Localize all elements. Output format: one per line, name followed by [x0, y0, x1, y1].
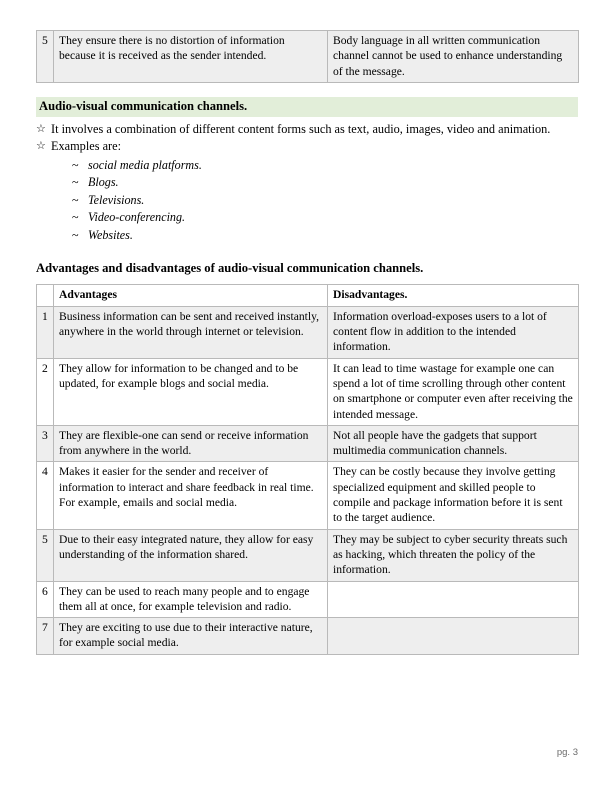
table-heading: Advantages and disadvantages of audio-visual communication channels. — [36, 261, 424, 276]
table-row — [37, 529, 579, 581]
tilde-bullet-icon: ~ — [72, 227, 79, 242]
continued-table — [36, 30, 579, 83]
row-disadvantage: They can be costly because they involve getting specialized equipment and skilled people to compile and package information before it is sent to the target audience. — [328, 462, 579, 529]
column-header-number — [37, 285, 54, 306]
table-row — [37, 581, 579, 618]
row-number: 3 — [37, 425, 54, 462]
list-item — [36, 121, 578, 137]
row-disadvantage: Body language in all written communication channel cannot be used to enhance understanding of the message. — [328, 31, 579, 83]
row-number: 6 — [37, 581, 54, 618]
table-row — [37, 358, 579, 425]
row-number: 1 — [37, 306, 54, 358]
tilde-bullet-icon: ~ — [72, 175, 79, 190]
tilde-bullet-icon: ~ — [72, 192, 79, 207]
row-disadvantage — [328, 618, 579, 655]
row-disadvantage — [328, 581, 579, 618]
table-header-row — [37, 285, 579, 306]
row-advantage: They allow for information to be changed and to be updated, for example blogs and social media. — [54, 358, 328, 425]
row-advantage: They are flexible-one can send or receive information from anywhere in the world. — [54, 425, 328, 462]
star-outline-icon: ☆ — [36, 140, 46, 153]
row-advantage: Makes it easier for the sender and receiver of information to interact and share feedback in real time. For example, emails and social media. — [54, 462, 328, 529]
advantages-disadvantages-table — [36, 284, 579, 654]
row-number: 5 — [37, 31, 54, 83]
star-outline-icon: ☆ — [36, 123, 46, 135]
row-number: 7 — [37, 618, 54, 655]
table-row — [37, 618, 579, 655]
column-header-advantages: Advantages — [54, 285, 328, 306]
list-item-label: Televisions. — [88, 192, 145, 207]
row-advantage: They can be used to reach many people and to engage them all at once, for example television and radio. — [54, 581, 328, 618]
list-item — [36, 174, 578, 192]
table-row — [37, 306, 579, 358]
list-item — [36, 138, 578, 154]
row-disadvantage: They may be subject to cyber security threats such as hacking, which threaten the policy of the information. — [328, 529, 579, 581]
row-advantage: They ensure there is no distortion of information because it is received as the sender intended. — [54, 31, 328, 83]
tilde-bullet-icon: ~ — [72, 210, 79, 225]
list-item-label: social media platforms. — [88, 157, 202, 172]
page-footer: pg. 3 — [556, 747, 578, 758]
row-advantage: They are exciting to use due to their interactive nature, for example social media. — [54, 618, 328, 655]
list-item-label: It involves a combination of different content forms such as text, audio, images, video and animation. — [51, 122, 551, 136]
row-number: 5 — [37, 529, 54, 581]
table-row — [37, 425, 579, 462]
table-row — [37, 462, 579, 529]
list-item-label: Examples are: — [51, 139, 121, 154]
row-number: 2 — [37, 358, 54, 425]
list-item — [36, 209, 578, 227]
section-heading-audio-visual: Audio-visual communication channels. — [36, 97, 578, 117]
list-item — [36, 227, 578, 245]
row-advantage: Due to their easy integrated nature, they allow for easy understanding of the information shared. — [54, 529, 328, 581]
bullet-list — [36, 121, 578, 244]
examples-sublist — [36, 157, 578, 245]
list-item — [36, 192, 578, 210]
continued-table-body — [37, 31, 579, 83]
list-item-label: Blogs. — [88, 175, 119, 190]
row-disadvantage: It can lead to time wastage for example one can spend a lot of time scrolling through other content on smartphone or computer even after receiving the intended message. — [328, 358, 579, 425]
table-row — [37, 31, 579, 83]
row-number: 4 — [37, 462, 54, 529]
list-item-label: Video-conferencing. — [88, 210, 186, 225]
row-advantage: Business information can be sent and received instantly, anywhere in the world through internet or television. — [54, 306, 328, 358]
tilde-bullet-icon: ~ — [72, 157, 79, 172]
page-content — [36, 30, 578, 655]
advantages-disadvantages-table-body — [37, 285, 579, 654]
row-disadvantage: Information overload-exposes users to a lot of content flow in addition to the intended information. — [328, 306, 579, 358]
list-item-label: Websites. — [88, 227, 133, 242]
list-item — [36, 157, 578, 175]
column-header-disadvantages: Disadvantages. — [328, 285, 579, 306]
row-disadvantage: Not all people have the gadgets that support multimedia communication channels. — [328, 425, 579, 462]
